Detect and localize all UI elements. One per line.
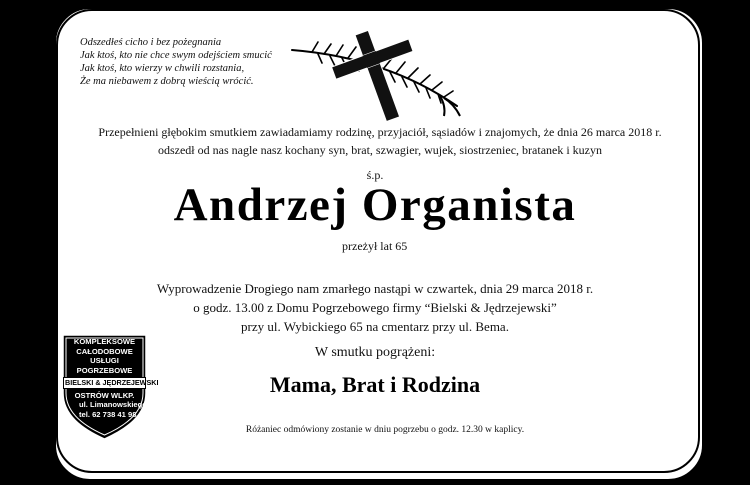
logo-line: POGRZEBOWE (76, 365, 133, 375)
age-text: przeżył lat 65 (342, 239, 408, 253)
poem-line: Jak ktoś, kto wierzy w chwili rozstania, (80, 63, 245, 74)
logo-street: ul. Limanowskiego 27 (79, 400, 158, 409)
mourning-label: W smutku pogrążeni: (314, 345, 436, 360)
funeral-line: przy ul. Wybickiego 65 na cmentarz przy ul. Bema. (241, 319, 509, 334)
deceased-name: Andrzej Organista (173, 179, 577, 231)
poem-line: Jak ktoś, kto nie chce swym odejściem smucić (80, 50, 272, 61)
poem-line: Odszedłeś cicho i bez pożegnania (80, 37, 222, 48)
logo-line: USŁUGI (90, 356, 119, 365)
funeral-line: o godz. 13.00 z Domu Pogrzebowego firmy “Bielski & Jędrzejewski” (193, 300, 557, 315)
announcement-line: odszedł od nas nagle nasz kochany syn, brat, szwagier, wujek, siostrzeniec, bratanek i kuzyn (157, 143, 603, 157)
funeral-line: Wyprowadzenie Drogiego nam zmarłego nastąpi w czwartek, dnia 29 marca 2018 r. (156, 281, 594, 296)
logo-line: CAŁODOBOWE (76, 346, 133, 356)
poem-line: Że ma niebawem z dobrą wieścią wrócić. (80, 76, 254, 87)
logo-phone: tel. 62 738 41 98 (79, 409, 137, 419)
funeral-home-logo (57, 337, 159, 419)
rosary-note: Różaniec odmówiony zostanie w dniu pogrzebu o godz. 12.30 w kaplicy. (245, 425, 525, 435)
announcement (70, 123, 690, 159)
sp-label: ś.p. (366, 168, 384, 182)
logo-city: OSTRÓW WLKP. (74, 390, 135, 400)
logo-line: KOMPLEKSOWE (73, 337, 136, 346)
logo-firm-name: BIELSKI & JĘDRZEJEWSKI (65, 378, 159, 387)
poem (80, 36, 272, 88)
cross-with-palm-icon (282, 28, 472, 122)
family-signature: Mama, Brat i Rodzina (269, 372, 481, 397)
announcement-line: Przepełnieni głębokim smutkiem zawiadamiamy rodzinę, przyjaciół, sąsiadów i znajomych, że dnia 26 marca 2018 r. (98, 125, 662, 139)
funeral-details (95, 279, 655, 336)
